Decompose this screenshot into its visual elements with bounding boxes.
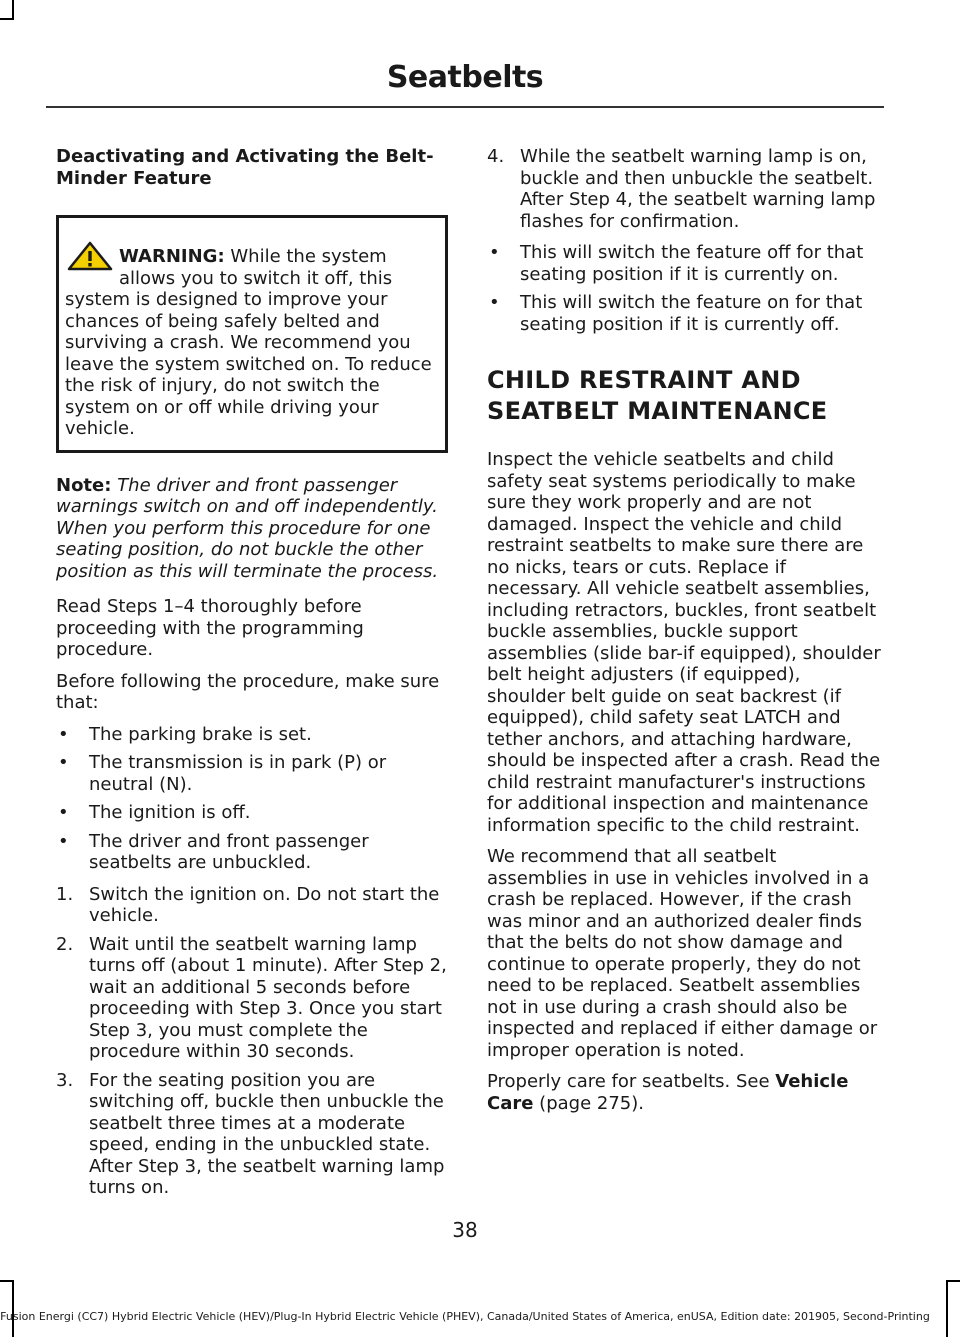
list-item [56,831,448,874]
warning-label: WARNING: [119,246,225,267]
section-heading [487,365,882,427]
page-header-title: Seatbelts [386,60,544,95]
precondition-list [56,724,448,874]
crop-mark-bottom-left-v [12,1280,14,1337]
warning-triangle-icon [65,241,115,271]
step-text: While the seatbelt warning lamp is on, buckle and then unbuckle the seatbelt. After Step 4, the seatbelt warning lamp flashes for confirmation. [520,146,876,232]
vehicle-care-link[interactable]: Vehicle Care [487,1071,849,1114]
read-steps-paragraph: Read Steps 1–4 thoroughly before proceeding with the programming procedure. [56,596,364,660]
subsection-heading: Deactivating and Activating the Belt-Minder Feature [56,146,434,189]
step-item [56,1070,448,1199]
before-procedure-paragraph: Before following the procedure, make sure that: [56,670,440,713]
bullet-marker: • [58,752,69,773]
right-column [487,146,882,1124]
bullet-marker: • [489,292,500,313]
step-item [56,934,448,1063]
bullet-marker: • [58,723,69,745]
list-item-text: The transmission is in park (P) or neutral (N). [89,752,387,795]
procedure-steps-continued [487,146,882,232]
list-item [56,724,448,746]
step-text: Wait until the seatbelt warning lamp turns off (about 1 minute). After Step 2, wait an additional 5 seconds before proceeding with Step 3. Once you start Step 3, you must complete the procedure within 30 seconds. [89,933,447,1062]
crop-mark-bottom-left-h [0,1280,14,1282]
note-label: Note: [56,474,112,496]
warning-box [56,215,448,453]
inspect-paragraph: Inspect the vehicle seatbelts and child safety seat systems periodically to make sure they work properly and are not damaged. Inspect the vehicle and child restraint seatbelts to make sure there are no nicks, tears or cuts. Replace if necessary. All vehicle seatbelt assemblies, including retractors, buckles, front seatbelt buckle assemblies, buckle support assemblies (slide bar-if equipped), shoulder belt height adjusters (if equipped), shoulder belt guide on seat backrest (if equipped), child safety seat LATCH and tether anchors, and attaching hardware, should be inspected after a crash. Read the child restraint manufacturer's instructions for additional inspection and maintenance information specific to the child restraint. [487,449,881,836]
list-item-text: The driver and front passenger seatbelts are unbuckled. [89,830,369,873]
list-item [56,802,448,824]
step4-outcome-list [487,242,882,335]
step-text: For the seating position you are switching off, buckle then unbuckle the seatbelt three times at a moderate speed, ending in the unbuckled state. After Step 3, the seatbelt warning lamp turns on. [89,1069,445,1198]
list-item-text: The parking brake is set. [89,723,312,745]
bullet-marker: • [58,830,69,852]
step-number: 3. [56,1069,74,1091]
list-item [487,242,882,285]
section-heading-line: CHILD RESTRAINT AND [487,366,801,394]
bullet-marker: • [489,242,500,263]
step-item [56,884,448,927]
step-number: 4. [487,146,505,167]
page-number: 38 [452,1218,478,1242]
bullet-marker: • [58,802,69,823]
crop-mark-top-left-v [12,0,14,20]
note-paragraph [56,475,448,583]
note-text: The driver and front passenger warnings switch on and off independently. When you perform this procedure for one seating position, do not buckle the other position as this will terminate the process. [56,474,439,582]
list-item-text: This will switch the feature off for that seating position if it is currently on. [520,242,864,285]
care-page-ref: (page 275). [533,1092,644,1114]
list-item-text: This will switch the feature on for that seating position if it is currently off. [520,292,863,335]
crop-mark-bottom-right-h [946,1280,960,1282]
page-footer: Fusion Energi (CC7) Hybrid Electric Vehicle (HEV)/Plug-In Hybrid Electric Vehicle (PHEV), Canada/United States of America, enUSA, Edition date: 201905, Second-Printing [0,1310,930,1323]
list-item [56,752,448,795]
replace-recommendation-paragraph: We recommend that all seatbelt assemblies in use in vehicles involved in a crash be replaced. However, if the crash was minor and an authorized dealer finds that the belts do not show damage and continue to operate properly, they do not need to be replaced. Seatbelt assemblies not in use during a crash should also be inspected and replaced if either damage or improper operation is noted. [487,846,878,1061]
step-number: 2. [56,933,74,955]
list-item-text: The ignition is off. [89,802,251,823]
step-item [487,146,882,232]
care-paragraph [487,1071,882,1114]
left-column [56,146,448,1209]
step-text: Switch the ignition on. Do not start the vehicle. [89,883,440,926]
step-number: 1. [56,883,74,905]
list-item [487,292,882,335]
section-heading-line: SEATBELT MAINTENANCE [487,397,828,425]
care-text: Properly care for seatbelts. See [487,1071,776,1092]
crop-mark-bottom-right-v [946,1280,948,1337]
warning-text: While the system allows you to switch it off, this system is designed to improve your chances of being safely belted and surviving a crash. We recommend you leave the system switched on. To reduce the risk of injury, do not switch the system on or off while driving your vehicle. [65,246,432,439]
crop-mark-top-left-h [0,18,14,20]
header-divider [46,106,884,108]
procedure-steps [56,884,448,1199]
